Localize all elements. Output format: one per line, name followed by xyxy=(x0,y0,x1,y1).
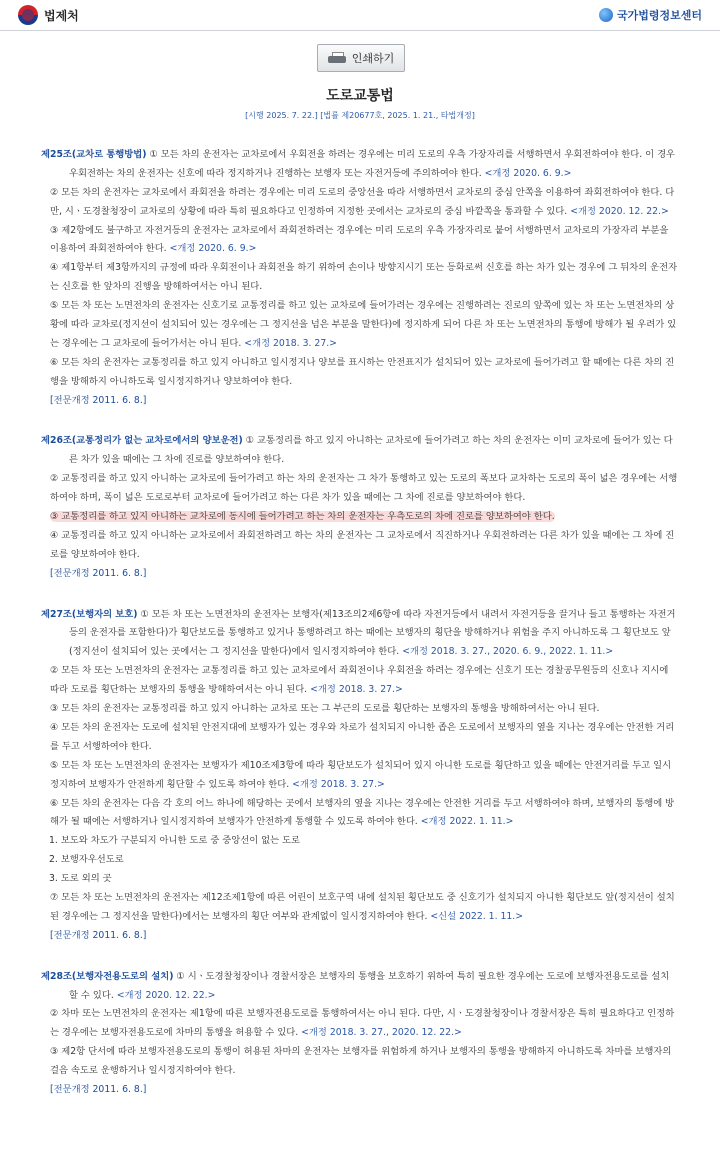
law-title: 도로교통법 xyxy=(326,88,394,104)
article-first-line xyxy=(41,432,689,451)
law-center-brand: 국가법령정보센터 xyxy=(616,9,702,22)
paragraph-line xyxy=(41,1024,689,1043)
paragraph-line xyxy=(41,278,689,297)
line-text: 등의 운전자를 포함한다)가 횡단보도를 통행하고 있거나 통행하려고 하는 때에는 보행자의 횡단을 방해하거나 위험을 주지 아니하도록 그 횡단보도 앞 xyxy=(69,627,671,639)
full-revision-note: [전문개정 2011. 6. 8.] xyxy=(50,394,147,406)
amendment-note: <개정 2018. 3. 27.> xyxy=(292,778,385,790)
paragraph-line xyxy=(41,451,689,470)
article-title: 제26조(교통정리가 없는 교차로에서의 양보운전) xyxy=(41,435,243,447)
paragraph-line xyxy=(41,373,689,392)
paragraph-line xyxy=(41,1062,689,1081)
moleg-logo[interactable] xyxy=(18,5,79,25)
line-text: ① 모든 차 또는 노면전차의 운전자는 보행자(제13조의2제6항에 따라 자전거등에서 내려서 자전거등을 끌거나 들고 통행하는 자전거 xyxy=(137,608,676,620)
amendment-note: <개정 2018. 3. 27.> xyxy=(244,337,337,349)
list-item xyxy=(41,870,689,889)
line-text: ① 시ㆍ도경찰청장이나 경찰서장은 보행자의 통행을 보호하기 위하여 특히 필요한 경우에는 도로에 보행자전용도로를 설치 xyxy=(173,970,670,982)
line-text: 된 경우에는 그 정지선을 말한다)에서는 보행자의 횡단 여부와 관계없이 일시정지하여야 한다. xyxy=(50,910,428,922)
line-text: ④ 제1항부터 제3항까지의 규정에 따라 우회전이나 좌회전을 하기 위하여 손이나 방향지시기 또는 등화로써 신호를 하는 차가 있는 경우에 그 뒤차의 운전자 xyxy=(50,262,678,274)
line-text: ⑤ 모든 차 또는 노면전차의 운전자는 보행자가 제10조제3항에 따라 횡단보도가 설치되어 있지 아니한 도로를 횡단하고 있을 때에는 안전거리를 두고 일시 xyxy=(50,759,672,771)
amendment-note: <개정 2018. 3. 27.> xyxy=(310,684,403,696)
paragraph-line xyxy=(41,508,689,527)
enforcement-info: [시행 2025. 7. 22.] [법률 제20677호, 2025. 1. 21., 타법개정] xyxy=(245,111,475,120)
paragraph-line xyxy=(41,470,689,489)
paragraph-line xyxy=(41,643,689,662)
line-text: 할 수 있다. xyxy=(69,989,114,1001)
globe-icon xyxy=(599,8,613,22)
paragraph-line xyxy=(41,738,689,757)
amendment-note: <개정 2018. 3. 27., 2020. 12. 22.> xyxy=(301,1027,462,1039)
paragraph-line xyxy=(41,889,689,908)
paragraph-line xyxy=(41,240,689,259)
paragraph-line xyxy=(41,662,689,681)
paragraph-line xyxy=(41,624,689,643)
paragraph-line xyxy=(41,719,689,738)
paragraph-line xyxy=(41,776,689,795)
line-text: ① 교통정리를 하고 있지 아니하는 교차로에 들어가려고 하는 차의 운전자는 이미 교차로에 들어가 있는 다 xyxy=(242,435,673,447)
line-text: 하여야 하며, 폭이 넓은 도로로부터 교차로에 들어가려고 하는 다른 차가 있을 때에는 그 차에 진로를 양보하여야 한다. xyxy=(50,492,526,504)
line-text: 만, 시ㆍ도경찰청장이 교차로의 상황에 따라 특히 필요하다고 인정하여 지정한 곳에서는 교차로의 중심 바깥쪽을 통과할 수 있다. xyxy=(50,205,568,217)
amendment-note: <신설 2022. 1. 11.> xyxy=(430,910,524,922)
line-text: 로를 양보하여야 한다. xyxy=(50,548,140,560)
article-first-line xyxy=(41,968,689,987)
line-text: 른 차가 있을 때에는 그 차에 진로를 양보하여야 한다. xyxy=(69,454,285,466)
full-revision-note: [전문개정 2011. 6. 8.] xyxy=(50,1083,147,1095)
amendment-note: <개정 2020. 12. 22.> xyxy=(570,205,669,217)
line-text: ② 모든 차의 운전자는 교차로에서 좌회전을 하려는 경우에는 미리 도로의 중앙선을 따라 서행하면서 교차로의 중심 안쪽을 이용하여 좌회전하여야 한다. 다 xyxy=(50,186,675,198)
line-text: ③ 제2항에도 불구하고 자전거등의 운전자는 교차로에서 좌회전하려는 경우에는 미리 도로의 우측 가장자리로 붙어 서행하면서 교차로의 가장자리 부분을 xyxy=(50,224,669,236)
law-center-logo[interactable] xyxy=(599,7,702,23)
full-revision-note: [전문개정 2011. 6. 8.] xyxy=(50,929,147,941)
paragraph-line xyxy=(41,222,689,241)
line-text: 는 경우에는 그 교차로에 들어가서는 아니 된다. xyxy=(50,337,242,349)
paragraph-line xyxy=(41,335,689,354)
line-text: 정지하여 보행자가 안전하게 횡단할 수 있도록 하여야 한다. xyxy=(50,778,290,790)
line-text: ⑥ 모든 차의 운전자는 다음 각 호의 어느 하나에 해당하는 곳에서 보행자의 옆을 지나는 경우에는 안전한 거리를 두고 서행하여야 하며, 보행자의 통행에 방 xyxy=(50,797,675,809)
paragraph-line xyxy=(41,700,689,719)
line-text: ⑤ 모든 차 또는 노면전차의 운전자는 신호기로 교통정리를 하고 있는 교차로에 들어가려는 경우에는 진행하려는 진로의 앞쪽에 있는 차 또는 노면전차의 상 xyxy=(50,300,675,312)
article-title: 제28조(보행자전용도로의 설치) xyxy=(41,970,174,982)
article-first-line xyxy=(41,146,689,165)
line-text: 2. 보행자우선도로 xyxy=(49,854,124,866)
line-text: ③ 모든 차의 운전자는 교통정리를 하고 있지 아니하는 교차로 또는 그 부근의 도로를 횡단하는 보행자의 통행을 방해하여서는 아니 된다. xyxy=(50,703,600,715)
line-text: 를 두고 서행하여야 한다. xyxy=(50,740,152,752)
line-text: 이용하여 좌회전하여야 한다. xyxy=(50,243,167,255)
line-text: 우회전하는 차의 운전자는 신호에 따라 정지하거나 진행하는 보행자 또는 자전거등에 주의하여야 한다. xyxy=(69,167,482,179)
line-text: ⑦ 모든 차 또는 노면전차의 운전자는 제12조제1항에 따른 어린이 보호구역 내에 설치된 횡단보도 중 신호기가 설치되지 아니한 횡단보도 앞(정지선이 설치 xyxy=(50,891,675,903)
article-first-line xyxy=(41,606,689,625)
paragraph-line xyxy=(41,908,689,927)
line-text: ③ 제2항 단서에 따라 보행자전용도로의 통행이 허용된 차마의 운전자는 보행자를 위험하게 하거나 보행자의 통행을 방해하지 아니하도록 차마를 보행자의 xyxy=(50,1046,672,1058)
paragraph-line xyxy=(41,1005,689,1024)
printer-icon xyxy=(328,52,346,65)
line-text: ④ 모든 차의 운전자는 도로에 설치된 안전지대에 보행자가 있는 경우와 차로가 설치되지 아니한 좁은 도로에서 보행자의 옆을 지나는 경우에는 안전한 거리 xyxy=(50,721,675,733)
line-text: 1. 보도와 차도가 구분되지 아니한 도로 중 중앙선이 없는 도로 xyxy=(49,835,301,847)
paragraph-line xyxy=(41,316,689,335)
paragraph-line xyxy=(41,203,689,222)
paragraph-line xyxy=(41,259,689,278)
line-text: 3. 도로 외의 곳 xyxy=(49,873,112,885)
full-revision-note: [전문개정 2011. 6. 8.] xyxy=(50,567,147,579)
paragraph-line xyxy=(41,546,689,565)
paragraph-line xyxy=(41,813,689,832)
article-title: 제27조(보행자의 보호) xyxy=(41,608,138,620)
list-item xyxy=(41,851,689,870)
taegeuk-emblem-icon xyxy=(18,5,38,25)
moleg-brand: 법제처 xyxy=(44,8,79,23)
paragraph-line xyxy=(41,987,689,1006)
article-title: 제25조(교차로 통행방법) xyxy=(41,149,147,160)
line-text: ② 차마 또는 노면전차의 운전자는 제1항에 따른 보행자전용도로를 통행하여서는 아니 된다. 다만, 시ㆍ도경찰청장이나 경찰서장은 특히 필요하다고 인정하 xyxy=(50,1008,675,1020)
line-text: 따라 도로를 횡단하는 보행자의 통행을 방해하여서는 아니 된다. xyxy=(50,684,308,696)
paragraph-line xyxy=(41,527,689,546)
line-text: 황에 따라 교차로(정지선이 설치되어 있는 경우에는 그 정지선을 넘은 부분을 말한다)에 정지하게 되어 다른 차 또는 노면전차의 통행에 방해가 될 우려가 있 xyxy=(50,319,677,331)
amendment-note: <개정 2022. 1. 11.> xyxy=(420,816,514,828)
paragraph-line xyxy=(41,354,689,373)
paragraph-line xyxy=(41,681,689,700)
paragraph-line xyxy=(41,297,689,316)
paragraph-line xyxy=(41,165,689,184)
paragraph-line xyxy=(41,795,689,814)
line-text: 는 경우에는 보행자전용도로에 차마의 통행을 허용할 수 있다. xyxy=(50,1027,299,1039)
line-text: ② 모든 차 또는 노면전차의 운전자는 교통정리를 하고 있는 교차로에서 좌회전이나 우회전을 하려는 경우에는 신호기 또는 경찰공무원등의 신호나 지시에 xyxy=(50,665,669,677)
line-text: 해가 될 때에는 서행하거나 일시정지하여 보행자가 안전하게 통행할 수 있도록 하여야 한다. xyxy=(50,816,418,828)
paragraph-line xyxy=(41,757,689,776)
top-bar xyxy=(0,0,720,31)
line-text: 행을 방해하지 아니하도록 일시정지하거나 양보하여야 한다. xyxy=(50,375,293,387)
line-text: ④ 교통정리를 하고 있지 아니하는 교차로에서 좌회전하려고 하는 차의 운전자는 그 교차로에서 직진하거나 우회전하려는 다른 차가 있을 때에는 그 차에 진 xyxy=(50,529,675,541)
print-button-label: 인쇄하기 xyxy=(351,52,395,65)
paragraph-line xyxy=(41,1043,689,1062)
line-text: 는 신호를 한 앞차의 진행을 방해하여서는 아니 된다. xyxy=(50,281,263,293)
line-text: ③ 교통정리를 하고 있지 아니하는 교차로에 동시에 들어가려고 하는 차의 운전자는 우측도로의 차에 진로를 양보하여야 한다. xyxy=(50,511,555,523)
amendment-note: <개정 2020. 6. 9.> xyxy=(484,167,572,179)
line-text: ⑥ 모든 차의 운전자는 교통정리를 하고 있지 아니하고 일시정지나 양보를 표시하는 안전표지가 설치되어 있는 교차로에 들어가려고 할 때에는 다른 차의 진 xyxy=(50,356,675,368)
amendment-note: <개정 2020. 12. 22.> xyxy=(116,989,216,1001)
law-content xyxy=(41,146,689,1100)
line-text: (정지선이 설치되어 있는 곳에서는 그 정지선을 말한다)에서 일시정지하여야 한다. xyxy=(69,646,400,658)
print-button[interactable] xyxy=(317,44,405,72)
line-text: 걸음 속도로 운행하거나 일시정지하여야 한다. xyxy=(50,1065,236,1077)
list-item xyxy=(41,832,689,851)
amendment-note: <개정 2018. 3. 27., 2020. 6. 9., 2022. 1. 11.> xyxy=(402,646,614,658)
paragraph-line xyxy=(41,184,689,203)
line-text: ① 모든 차의 운전자는 교차로에서 우회전을 하려는 경우에는 미리 도로의 우측 가장자리를 서행하면서 우회전하여야 한다. 이 경우 xyxy=(146,149,676,160)
amendment-note: <개정 2020. 6. 9.> xyxy=(169,243,257,255)
paragraph-line xyxy=(41,489,689,508)
line-text: ② 교통정리를 하고 있지 아니하는 교차로에 들어가려고 하는 차의 운전자는 그 차가 통행하고 있는 도로의 폭보다 교차하는 도로의 폭이 넓은 경우에는 서행 xyxy=(50,473,678,485)
